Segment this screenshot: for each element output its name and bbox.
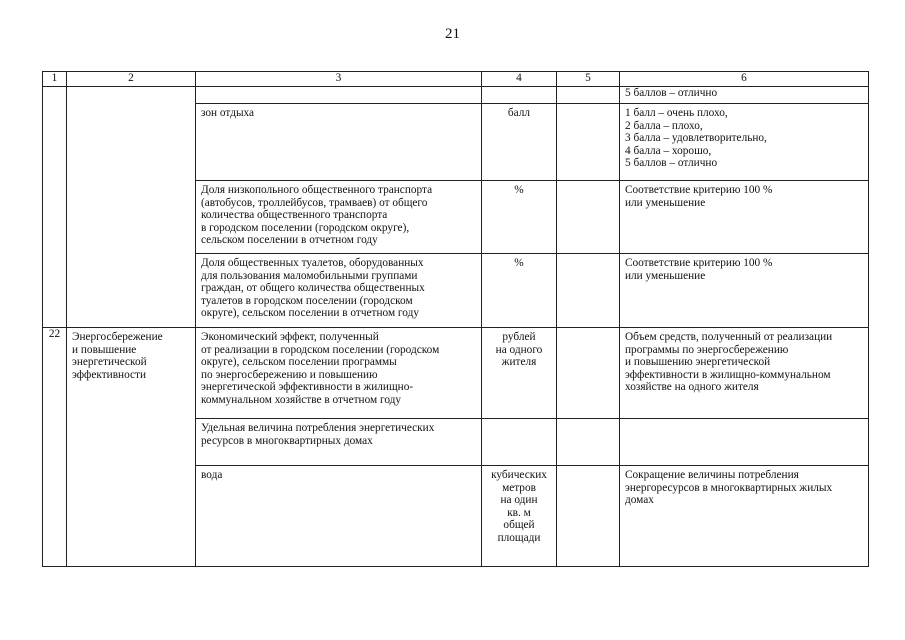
header-cell-1: 1 (43, 72, 67, 87)
indicator-cell: Доля общественных туалетов, оборудованных для пользования маломобильными группами граждан, от общего количества общественных туалетов в городском поселении (городском округе), сельском поселении в отчетном году (196, 254, 482, 328)
header-cell-6: 6 (620, 72, 869, 87)
value-cell (557, 87, 620, 104)
criterion-cell: Объем средств, полученный от реализации программы по энергосбережению и повышению энергетической эффективности в жилищно-коммунальном хозяйстве на одного жителя (620, 328, 869, 419)
header-cell-2: 2 (67, 72, 196, 87)
row-number-cell: 22 (43, 328, 67, 567)
unit-cell: % (482, 254, 557, 328)
indicator-cell: Удельная величина потребления энергетических ресурсов в многоквартирных домах (196, 419, 482, 466)
criterion-cell: 1 балл – очень плохо, 2 балла – плохо, 3 балла – удовлетворительно, 4 балла – хорошо, 5 баллов – отлично (620, 104, 869, 181)
indicator-cell: зон отдыха (196, 104, 482, 181)
indicator-cell (196, 87, 482, 104)
page-number: 21 (445, 26, 460, 42)
criterion-cell: 5 баллов – отлично (620, 87, 869, 104)
value-cell (557, 254, 620, 328)
unit-cell (482, 419, 557, 466)
criteria-table (42, 71, 869, 567)
table-row (43, 328, 869, 419)
value-cell (557, 466, 620, 567)
header-cell-5: 5 (557, 72, 620, 87)
table-row (43, 87, 869, 104)
indicator-cell: Экономический эффект, полученный от реализации в городском поселении (городском округе), сельском поселении программы по энергосбережению и повышению энергетической эффективности в жилищно- коммунальном хозяйстве в отчетном году (196, 328, 482, 419)
table-header-row (43, 72, 869, 87)
section-title-cell: Энергосбережение и повышение энергетической эффективности (67, 328, 196, 567)
value-cell (557, 419, 620, 466)
value-cell (557, 328, 620, 419)
header-cell-3: 3 (196, 72, 482, 87)
unit-cell: балл (482, 104, 557, 181)
criterion-cell: Соответствие критерию 100 % или уменьшение (620, 254, 869, 328)
row-number-cell (43, 87, 67, 328)
indicator-cell: вода (196, 466, 482, 567)
section-title-cell (67, 87, 196, 328)
criterion-cell: Соответствие критерию 100 % или уменьшение (620, 181, 869, 254)
criterion-cell (620, 419, 869, 466)
value-cell (557, 104, 620, 181)
unit-cell: кубических метров на один кв. м общей площади (482, 466, 557, 567)
unit-cell (482, 87, 557, 104)
header-cell-4: 4 (482, 72, 557, 87)
unit-cell: рублей на одного жителя (482, 328, 557, 419)
value-cell (557, 181, 620, 254)
unit-cell: % (482, 181, 557, 254)
criterion-cell: Сокращение величины потребления энергоресурсов в многоквартирных жилых домах (620, 466, 869, 567)
indicator-cell: Доля низкопольного общественного транспорта (автобусов, троллейбусов, трамваев) от общего количества общественного транспорта в городском поселении (городском округе), сельском поселении в отчетном году (196, 181, 482, 254)
